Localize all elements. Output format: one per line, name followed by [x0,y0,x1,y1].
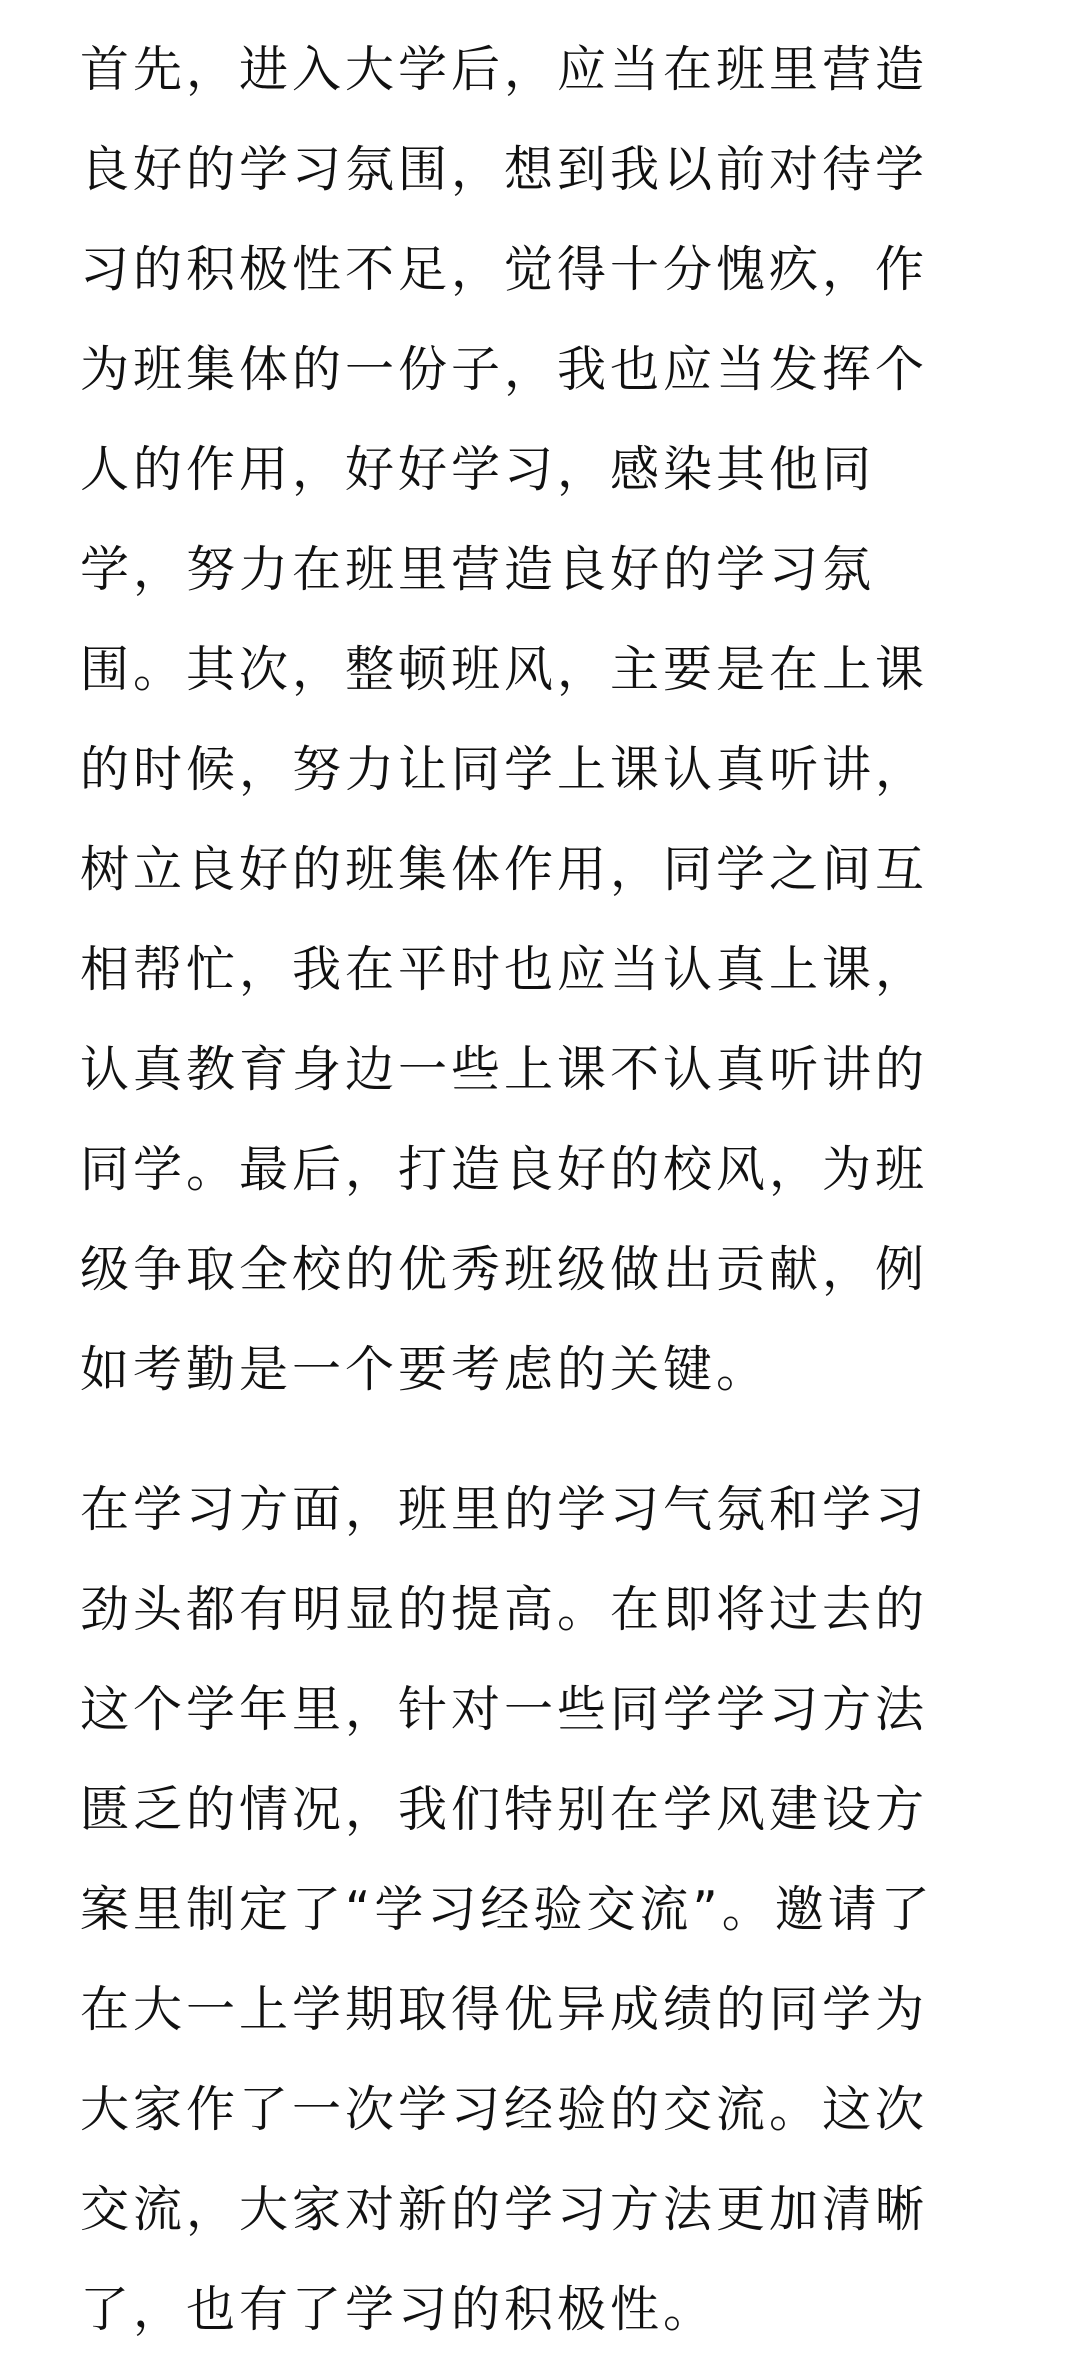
paragraph-1-line: 树立良好的班集体作用，同学之间互 [80,841,929,898]
paragraph-1-line: 级争取全校的优秀班级做出贡献，例 [80,1241,929,1298]
paragraph-2-line: 大家作了一次学习经验的交流。这次 [80,2081,929,2138]
paragraph-1-line: 的时候，努力让同学上课认真听讲， [80,741,929,798]
paragraph-1-line: 良好的学习氛围，想到我以前对待学 [80,141,929,198]
paragraph-1-line: 如考勤是一个要考虑的关键。 [80,1341,770,1398]
paragraph-2-line: 匮乏的情况，我们特别在学风建设方 [80,1781,929,1838]
paragraph-2-line: 这个学年里，针对一些同学学习方法 [80,1681,929,1738]
paragraph-1-line: 围。其次，整顿班风，主要是在上课 [80,641,929,698]
paragraph-1-line: 为班集体的一份子，我也应当发挥个 [80,341,929,398]
paragraph-1-line: 人的作用，好好学习，感染其他同 [80,441,876,498]
paragraph-1-line: 习的积极性不足，觉得十分愧疚，作 [80,241,929,298]
paragraph-2-line: 了，也有了学习的积极性。 [80,2281,717,2338]
paragraph-2-line: 在学习方面，班里的学习气氛和学习 [80,1481,929,1538]
paragraph-1-line: 首先，进入大学后，应当在班里营造 [80,41,929,98]
paragraph-1-line: 学，努力在班里营造良好的学习氛 [80,541,876,598]
paragraph-2-line: 交流，大家对新的学习方法更加清晰 [80,2181,929,2238]
paragraph-1-line: 同学。最后，打造良好的校风，为班 [80,1141,929,1198]
paragraph-1-line: 认真教育身边一些上课不认真听讲的 [80,1041,929,1098]
paragraph-2-line: 劲头都有明显的提高。在即将过去的 [80,1581,929,1638]
paragraph-2-line: 在大一上学期取得优异成绩的同学为 [80,1981,929,2038]
paragraph-1-line: 相帮忙，我在平时也应当认真上课， [80,941,929,998]
paragraph-2-line: 案里制定了“学习经验交流”。邀请了 [80,1881,934,1938]
